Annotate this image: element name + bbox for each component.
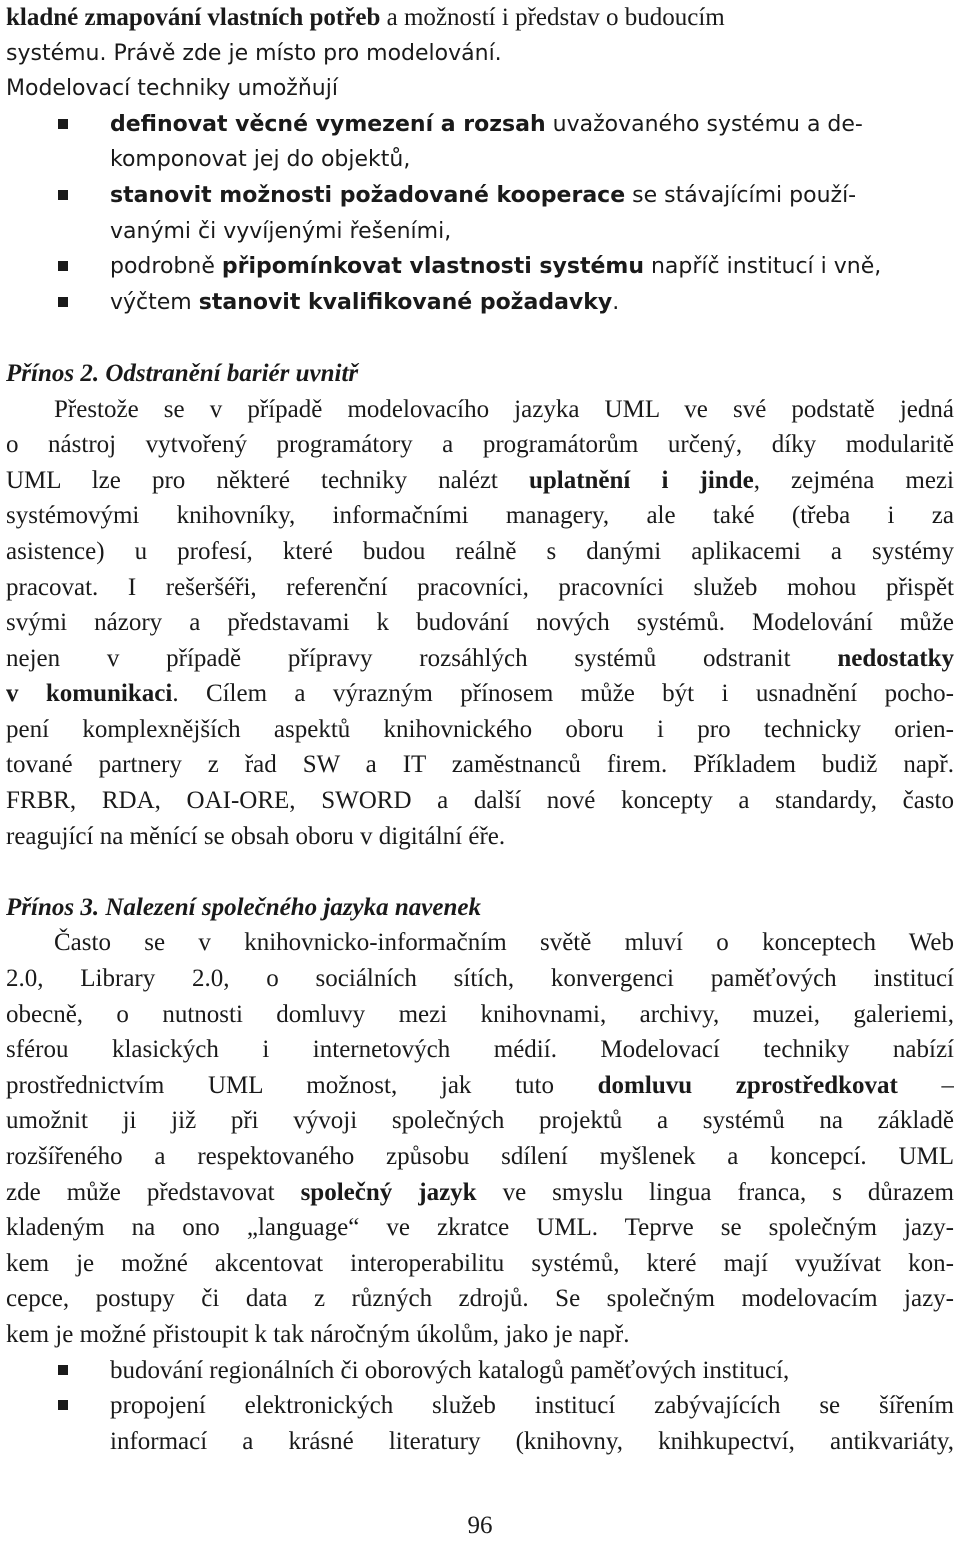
paragraph-line: o nástroj vytvořený programátory a programátorům určený, díky modularitě [6, 431, 954, 459]
list-item [6, 178, 954, 214]
paragraph-line [6, 1175, 954, 1211]
paragraph-line: pení komplexnějších aspektů knihovnického oboru i pro technicky orien- [6, 715, 954, 743]
paragraph-line: asistence) u profesí, které budou reálně s danými aplikacemi a systémy [6, 537, 954, 565]
spacer [6, 854, 954, 890]
text-run: UML lze pro některé techniky nalézt [6, 466, 529, 494]
document-page [6, 0, 954, 1459]
list-item-text: informací a krásné literatury (knihovny, knihkupectví, antikvariáty, [110, 1427, 954, 1455]
text-run: nejen v případě přípravy rozsáhlých systémů odstranit [6, 644, 838, 672]
intro-line-2: systému. Právě zde je místo pro modelování. [6, 40, 502, 66]
text-run: podrobně [110, 254, 222, 280]
paragraph-line [6, 641, 954, 677]
text-run: napříč institucí i vně, [643, 254, 882, 280]
list-item [6, 249, 954, 285]
list-item [6, 1353, 954, 1389]
section-heading-3: Přínos 3. Nalezení společného jazyka navenek [6, 893, 481, 921]
text-run: prostřednictvím UML možnost, jak tuto [6, 1071, 598, 1099]
paragraph-line: FRBR, RDA, OAI-ORE, SWORD a další nové koncepty a standardy, často [6, 787, 954, 815]
section-3-paragraph [6, 925, 954, 1352]
paragraph-line [6, 463, 954, 499]
intro-line-3: Modelovací techniky umožňují [6, 76, 338, 102]
square-bullet-icon [58, 119, 68, 129]
paragraph-line: systémovými knihovníky, informačními managery, ale také (třeba i za [6, 502, 954, 530]
text-run: výčtem [110, 289, 199, 315]
paragraph-line: umožnit ji již při vývoji společných projektů a systémů na základě [6, 1107, 954, 1135]
paragraph-line: Přestože se v případě modelovacího jazyka UML ve své podstatě jedná [54, 395, 954, 423]
section-heading-2: Přínos 2. Odstranění bariér uvnitř [6, 359, 359, 387]
paragraph-line: cepce, postupy či data z různých zdrojů. Se společným modelovacím jazy- [6, 1285, 954, 1313]
paragraph-line: 2.0, Library 2.0, o sociálních sítích, konvergenci paměťových institucí [6, 965, 954, 993]
bold-phrase: stanovit kvalifikované požadavky [198, 289, 613, 315]
paragraph-line [6, 1068, 954, 1104]
paragraph-line: pracovat. I rešeršéři, referenční pracovníci, pracovníci služeb mohou přispět [6, 573, 954, 601]
paragraph-line: rozšířeného a respektovaného způsobu sdílení myšlenek a koncepcí. UML [6, 1143, 954, 1170]
paragraph-line: svými názory a představami k budování nových systémů. Modelování může [6, 609, 954, 637]
section-2-paragraph [6, 392, 954, 855]
text-run: . Cílem a výrazným přínosem může být i usnadnění pocho- [172, 680, 954, 708]
text-run: . [612, 289, 620, 315]
list-item-text: propojení elektronických služeb institucí zabývajících se šířením [110, 1392, 954, 1420]
intro-line-1 [6, 0, 954, 36]
text-run: uvažovaného systému a de- [545, 111, 863, 137]
list-item-continuation [6, 1424, 954, 1460]
text-run: ve smyslu lingua franca, s důrazem [476, 1178, 954, 1206]
bold-phrase: připomínkovat vlastnosti systému [221, 254, 644, 280]
paragraph-line: obecně, o nutnosti domluvy mezi knihovnami, archivy, muzei, galeriemi, [6, 1000, 954, 1028]
bold-phrase: nedostatky [837, 644, 954, 672]
bullet-list-1 [6, 107, 954, 321]
square-bullet-icon [58, 1365, 68, 1375]
paragraph-line: kem je možné přistoupit k tak náročným úkolům, jako je např. [6, 1320, 630, 1348]
bold-phrase: domluvu zprostředkovat [597, 1071, 898, 1099]
text-run: zde může představovat [6, 1178, 301, 1206]
paragraph-line: reagující na měnící se obsah oboru v digitální éře. [6, 822, 506, 850]
list-item-continuation: vanými či vyvíjenými řešeními, [110, 218, 452, 244]
bold-phrase: definovat věcné vymezení a rozsah [110, 111, 546, 137]
paragraph-line: Často se v knihovnicko-informačním světě mluví o konceptech Web [54, 929, 954, 957]
bold-phrase: v komunikaci [6, 680, 173, 708]
list-item-text: budování regionálních či oborových katalogů paměťových institucí, [110, 1356, 790, 1384]
text-run: , zejména mezi [753, 466, 954, 494]
list-item [6, 1388, 954, 1424]
paragraph-line: kladeným na ono „language“ ve zkratce UML. Teprve se společným jazy- [6, 1214, 954, 1242]
bold-phrase: stanovit možnosti požadované kooperace [110, 182, 626, 208]
list-item [6, 107, 954, 143]
square-bullet-icon [58, 261, 68, 271]
square-bullet-icon [58, 297, 68, 307]
list-item-continuation: komponovat jej do objektů, [110, 147, 411, 173]
text-run: a možností i představ o budoucím [380, 4, 725, 31]
square-bullet-icon [58, 190, 68, 200]
spacer [6, 320, 954, 356]
paragraph-line: sférou klasických i internetových médií. Modelovací techniky nabízí [6, 1036, 954, 1064]
list-item [6, 285, 954, 321]
text-run: se stávajícími použí- [625, 182, 857, 208]
page-number: 96 [467, 1512, 493, 1539]
bold-phrase: kladné zmapování vlastních potřeb [6, 4, 381, 31]
bold-phrase: uplatnění i jinde [528, 466, 754, 494]
paragraph-line: kem je možné akcentovat interoperabilitu systémů, které mají využívat kon- [6, 1249, 954, 1277]
bullet-list-2 [6, 1353, 954, 1460]
square-bullet-icon [58, 1400, 68, 1410]
paragraph-line [6, 676, 954, 712]
bold-phrase: společný jazyk [300, 1178, 477, 1206]
text-run: – [897, 1071, 954, 1099]
paragraph-line: tované partnery z řad SW a IT zaměstnanců firem. Příkladem budiž např. [6, 751, 954, 779]
